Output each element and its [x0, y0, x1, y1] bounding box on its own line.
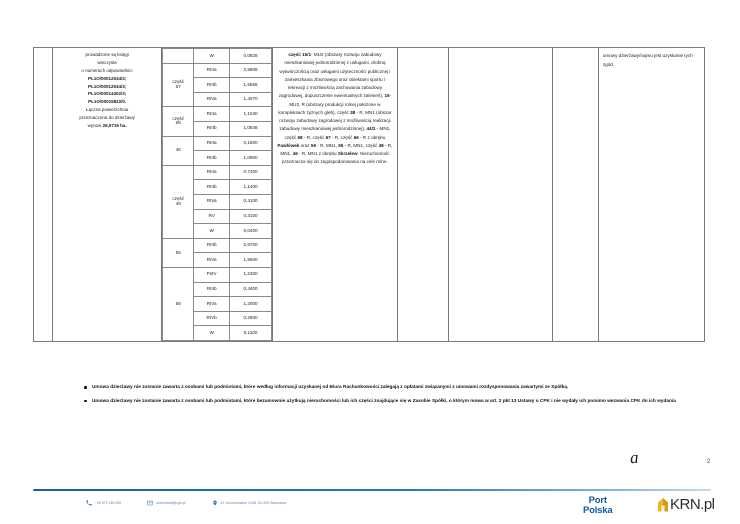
zoning-key-term: część 16/1: [288, 52, 312, 57]
zoning-key-term: 68: [297, 134, 303, 140]
area-cell: 1,1040: [230, 107, 272, 122]
soil-class-cell: RIIIb: [194, 238, 230, 253]
area-cell: 2,6700: [230, 238, 272, 253]
list-item: [84, 397, 684, 406]
soil-class-cell: W: [194, 49, 230, 64]
bullet-icon: [84, 397, 92, 406]
area-cell: 0,4400: [230, 282, 272, 297]
soil-class-cell: RIVb: [194, 311, 230, 326]
table-row: [163, 165, 272, 180]
area-cell: 1,6556: [230, 78, 272, 93]
soil-class-cell: RIVa: [194, 194, 230, 209]
table-row: [163, 49, 272, 64]
footer-email-text: sekretariat@cpk.pl: [156, 501, 186, 505]
zoning-text-run: - R z obrębu: [358, 134, 386, 140]
zoning-key-term: 56: [310, 142, 317, 148]
table-row: [163, 136, 272, 151]
page-number: 2: [707, 459, 711, 465]
zoning-description-text: [273, 48, 397, 171]
handwritten-signature: a: [629, 447, 639, 468]
soil-class-cell: RIIIb: [194, 282, 230, 297]
bullet-text: Umowa dzierżawy nie zostanie zawarta z osobami lub podmiotami, które bezumownie użytkują nieruchomości lub ich części znajdujące się w Zasobie Spółki, o którym mowa w art. 2 pkt 13 Ustawy o CPK i nie wydały ich pomimo wezwania CPK do ich wydania: [92, 398, 676, 404]
area-cell: 0,7400: [230, 165, 272, 180]
table-cell-empty-2: [449, 48, 553, 342]
land-register-line: prowadzone są księgi: [85, 52, 129, 57]
parcel-class-area-grid: [162, 48, 272, 341]
table-cell-parcel-grid: [162, 48, 273, 342]
bullet-text: Umowa dzierżawy nie zostanie zawarta z osobami lub podmiotami, które według informacji uzyskanej od Biura Rachunkowości zalegają z opłatami związanymi z umowami rozdysponowania zawartymi ze Spółką.: [92, 385, 569, 390]
footer-contact-bar: [86, 500, 286, 506]
consent-note-text: umowy dzierżawy/najmu jest uzyskanie tych zgód.: [602, 53, 693, 67]
area-cell: 0,3100: [230, 209, 272, 224]
zoning-key-term: 55: [338, 142, 344, 148]
parcel-number-cell: część 48: [163, 165, 194, 238]
soil-class-cell: RIIIa: [194, 136, 230, 151]
zoning-text-run: oraz: [299, 142, 311, 148]
soil-class-cell: RIVa: [194, 92, 230, 107]
table-cell-empty-1: [397, 48, 448, 342]
zoning-key-term: 48: [378, 142, 384, 148]
land-register-line: PL1O/00012534/3;: [88, 75, 127, 81]
table-row: [163, 238, 272, 253]
parcel-number-cell: [163, 49, 194, 64]
footer-address-text: Al. Jerozolimskie 142B, 02-305 Warszawa: [220, 501, 287, 505]
lease-details-table: [33, 47, 705, 342]
land-register-line: PL1O/00015822/0.: [88, 99, 127, 105]
area-cell: 1,0900: [230, 151, 272, 166]
soil-class-cell: RIIIa: [194, 107, 230, 122]
parcel-number-cell: 55: [163, 238, 194, 267]
soil-class-cell: RIIIb: [194, 180, 230, 195]
zoning-key-term: 66: [353, 134, 359, 140]
zoning-text-run: - MN1, część: [284, 126, 391, 140]
area-cell: 0,4100: [230, 194, 272, 209]
zoning-text-run: - MU2, R (obszary produkcji rolnej położone w kompleksach żyznych gleb), część: [278, 93, 392, 115]
parcel-number-cell: 56: [163, 267, 194, 340]
krn-watermark-text: KRN.pl: [670, 496, 715, 513]
table-row: [163, 107, 272, 122]
table-cell-land-register: [52, 48, 161, 342]
list-item: [84, 383, 684, 392]
brand-line-2: Polska: [583, 504, 613, 516]
area-cell: 1,4070: [230, 92, 272, 107]
parcel-number-cell: 46: [163, 136, 194, 165]
zoning-key-term: 15: [384, 93, 390, 99]
land-register-text: [53, 48, 161, 133]
area-cell: 0,1100: [230, 326, 272, 341]
zoning-key-term: 67: [325, 134, 331, 140]
soil-class-cell: RIIIb: [194, 151, 230, 166]
zoning-text-run: - R, MN1, część: [343, 142, 379, 148]
envelope-icon: [147, 500, 153, 506]
area-cell: 0,0828: [230, 49, 272, 64]
soil-class-cell: RIIIa: [194, 165, 230, 180]
parcel-number-cell: część 67: [163, 63, 194, 107]
zoning-text-run: - R, MN1,: [280, 142, 393, 157]
table-cell-zoning-description: [272, 48, 397, 342]
soil-class-cell: PsIV: [194, 267, 230, 282]
soil-class-cell: RIIIb: [194, 121, 230, 136]
port-polska-logo: [583, 496, 612, 516]
zoning-key-term: Pawłówek: [277, 142, 300, 148]
parcel-number-cell: część 68: [163, 107, 194, 136]
table-cell-empty-left: [34, 48, 53, 342]
zoning-key-term: 46: [292, 151, 298, 157]
zoning-text-run: - R, MN1 (obszar rozwoju zabudowy zagrodowej z możliwością realizacji zabudowy mieszkaniowej jednorodzinnej),: [279, 109, 392, 132]
area-cell: 1,2000: [230, 297, 272, 312]
zoning-text-run: - R, MN1 z obrębu: [297, 151, 338, 157]
soil-class-cell: RIVa: [194, 253, 230, 268]
area-cell: 0,0400: [230, 224, 272, 239]
soil-class-cell: W: [194, 326, 230, 341]
area-cell: 0,1600: [230, 136, 272, 151]
land-register-line: PL1O/00012534/3;: [88, 83, 127, 89]
footer-phone-text: +48 670 180 000: [95, 501, 122, 505]
zoning-text-run: - MU2 (obszary rozwoju zabudowy mieszkaniowej jednorodzinnej z usługami, drobną wytwórczością oraz usługami użyteczności publicznej i zamieszkania zbiorowego oraz obiektami sportu i rekreacji z możliwością zachowania zabudowy zagrodowej, dopuszczenie ewentualnych zalesień),: [278, 52, 391, 99]
table-cell-empty-3: [553, 48, 599, 342]
soil-class-cell: RIIIb: [194, 78, 230, 93]
area-cell: 1,9500: [230, 253, 272, 268]
zoning-text-run: - R, część: [330, 134, 354, 140]
land-register-line: PL1O/00014402/3;: [88, 91, 127, 97]
footer-contact-email: [147, 500, 185, 506]
krn-watermark: [657, 496, 715, 513]
zoning-key-term: 44/2: [366, 126, 376, 132]
zoning-key-term: 38: [350, 109, 356, 115]
zoning-text-run: - R, MN1,: [316, 142, 339, 148]
land-register-area-line: wynosi 26,5716 ha.: [87, 122, 127, 128]
area-cell: 1,0848: [230, 121, 272, 136]
area-cell: 2,5808: [230, 63, 272, 78]
phone-icon: [86, 500, 92, 506]
footer-divider: [33, 489, 711, 491]
footer-contact-address: [212, 500, 287, 506]
area-cell: 0,2900: [230, 311, 272, 326]
house-icon: [657, 497, 669, 512]
table-cell-consent-note: [598, 48, 704, 342]
soil-class-cell: RV: [194, 209, 230, 224]
area-cell: 1,1400: [230, 180, 272, 195]
land-register-line: Łączna powierzchnia: [86, 107, 129, 113]
brand-line-1: Port: [588, 495, 607, 506]
table-row: [163, 267, 272, 282]
bullet-icon: [84, 383, 92, 392]
land-register-line: wieczyste: [97, 59, 117, 65]
zoning-key-term: Skrzelew: [337, 151, 358, 157]
zoning-text-run: - R, część: [302, 134, 326, 140]
area-cell: 1,2300: [230, 267, 272, 282]
soil-class-cell: RIIIa: [194, 63, 230, 78]
zoning-text-run: . Nieruchomość przeznacza się do zagospodarowania na cele rolne.: [282, 151, 390, 165]
conditions-bullet-list: [84, 383, 684, 411]
land-register-line: o numerach odpowiednio:: [81, 67, 133, 73]
footer-contact-phone: [86, 500, 121, 506]
location-icon: [212, 500, 218, 506]
soil-class-cell: W: [194, 224, 230, 239]
land-register-line: przeznaczona do dzierżawy: [79, 115, 135, 120]
table-row: [163, 63, 272, 78]
soil-class-cell: RIVa: [194, 297, 230, 312]
